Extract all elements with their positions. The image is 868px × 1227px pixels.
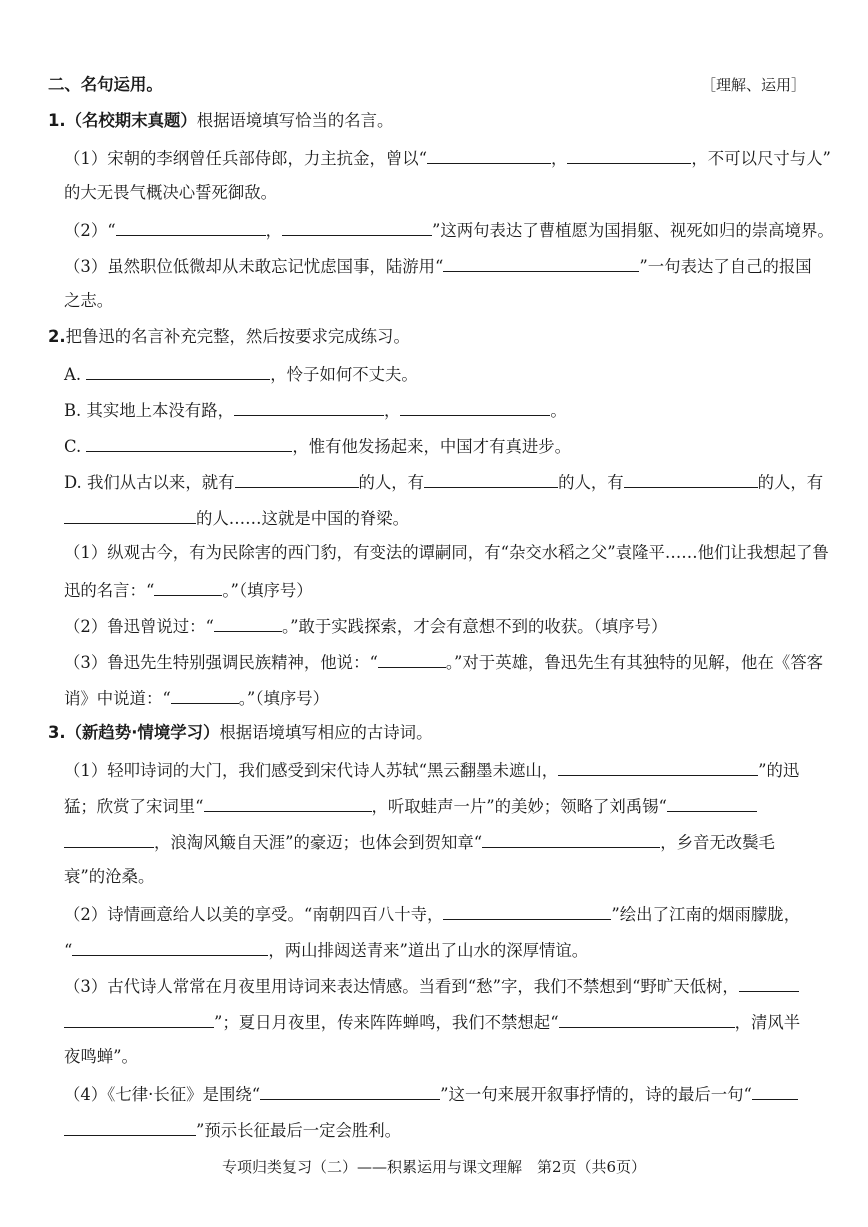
answer-blank[interactable]: [260, 1082, 440, 1100]
text: ”这一句来展开叙事抒情的，诗的最后一句“: [440, 1085, 752, 1104]
answer-blank[interactable]: [171, 686, 239, 704]
q3-item-3-line-3: 夜鸣蝉”。: [64, 1047, 138, 1066]
answer-blank[interactable]: [64, 506, 196, 524]
answer-blank[interactable]: [624, 470, 758, 488]
question-source: （名校期末真题）: [65, 111, 197, 130]
answer-blank[interactable]: [116, 218, 266, 236]
text: ，两山排闼送青来”道出了山水的深厚情谊。: [268, 941, 589, 960]
answer-blank[interactable]: [739, 974, 799, 992]
text: 。: [550, 401, 567, 420]
answer-blank[interactable]: [559, 1010, 735, 1028]
text: ，: [265, 221, 282, 240]
question-2-heading: [48, 326, 410, 348]
q2-option-a: [64, 362, 418, 386]
q3-item-4-cont: [64, 1118, 401, 1142]
text: （3）虽然职位低微却从未敢忘记忧虑国事，陆游用“: [64, 257, 444, 276]
answer-blank[interactable]: [214, 614, 282, 632]
q2-option-b: [64, 398, 567, 422]
answer-blank[interactable]: [752, 1082, 798, 1100]
text: （2）诗情画意给人以美的享受。“南朝四百八十寺，: [64, 905, 444, 924]
text: 猛；欣赏了宋词里“: [64, 797, 204, 816]
q1-item-1-cont: 的大无畏气概决心誓死御敌。: [64, 183, 278, 202]
answer-blank[interactable]: [282, 218, 432, 236]
question-prompt: 根据语境填写恰当的名言。: [196, 111, 394, 130]
q2-option-d: [64, 470, 823, 494]
q3-item-3-line-2: [64, 1010, 800, 1034]
q3-item-1: [64, 758, 799, 782]
question-source: （新趋势·情境学习）: [65, 723, 220, 742]
answer-blank[interactable]: [86, 362, 270, 380]
answer-blank[interactable]: [234, 398, 384, 416]
q2-sub-2: [64, 614, 667, 638]
text: 的人，有: [358, 473, 425, 492]
answer-blank[interactable]: [235, 470, 359, 488]
text: （1）轻叩诗词的大门，我们感受到宋代诗人苏轼“黑云翻墨未遮山，: [64, 761, 559, 780]
option-label: C.: [64, 437, 82, 456]
answer-blank[interactable]: [424, 470, 558, 488]
q2-sub-1-cont: [64, 578, 313, 602]
text: “: [64, 941, 73, 960]
answer-blank[interactable]: [443, 902, 611, 920]
q2-option-d-cont: [64, 506, 409, 530]
text: ”这两句表达了曹植愿为国捐躯、视死如归的崇高境界。: [431, 221, 834, 240]
text: 的人，有: [757, 473, 824, 492]
question-prompt: 把鲁迅的名言补充完整，然后按要求完成练习。: [65, 327, 410, 346]
text: ，: [383, 401, 401, 420]
answer-blank[interactable]: [64, 1118, 196, 1136]
q2-sub-3: [64, 650, 823, 674]
q1-item-3-cont: 之志。: [64, 291, 114, 310]
answer-blank[interactable]: [427, 146, 551, 164]
text: ，浪淘风簸自天涯”的豪迈；也体会到贺知章“: [154, 833, 483, 852]
text: ”预示长征最后一定会胜利。: [196, 1121, 402, 1140]
text: ，不可以尺寸与人”: [691, 149, 831, 168]
answer-blank[interactable]: [482, 830, 660, 848]
text: ，听取蛙声一片”的美妙；领略了刘禹锡“: [371, 797, 667, 816]
text: （2）“: [64, 221, 116, 240]
q3-item-2: [64, 902, 800, 926]
q1-item-3: [64, 254, 812, 278]
answer-blank[interactable]: [204, 794, 372, 812]
answer-blank[interactable]: [400, 398, 550, 416]
question-number: 3.: [48, 723, 66, 742]
question-1-heading: [48, 110, 393, 132]
text: 。”对于英雄，鲁迅先生有其独特的见解，他在《答客: [445, 653, 824, 672]
text: 。”（填序号）: [238, 689, 330, 708]
text: （3）古代诗人常常在月夜里用诗词来表达情感。当看到“愁”字，我们不禁想到“野旷天低树，: [64, 977, 739, 996]
answer-blank[interactable]: [64, 830, 154, 848]
q3-item-2-cont: [64, 938, 588, 962]
text: 迅的名言：“: [64, 581, 155, 600]
q3-item-3: [64, 974, 799, 998]
text: （2）鲁迅曾说过：“: [64, 617, 214, 636]
page-footer: 专项归类复习（二）——积累运用与课文理解 第2页（共6页）: [221, 1158, 647, 1176]
answer-blank[interactable]: [86, 434, 292, 452]
answer-blank[interactable]: [443, 254, 639, 272]
text: ，怜子如何不丈夫。: [270, 365, 418, 384]
answer-blank[interactable]: [378, 650, 446, 668]
text: （1）宋朝的李纲曾任兵部侍郎，力主抗金，曾以“: [64, 149, 428, 168]
text: 的人……这就是中国的脊梁。: [196, 509, 410, 528]
q2-option-c: [64, 434, 571, 458]
q2-sub-1: （1）纵观古今，有为民除害的西门豹，有变法的谭嗣同，有“杂交水稻之父”袁隆平……他们让我想起了鲁: [64, 543, 829, 562]
text: 的人，有: [558, 473, 624, 492]
q1-item-1: [64, 146, 831, 170]
q3-item-1-line-2: [64, 794, 757, 818]
text: ，清风半: [734, 1013, 801, 1032]
text: B. 其实地上本没有路，: [64, 401, 234, 420]
answer-blank[interactable]: [72, 938, 268, 956]
text: ，: [551, 149, 568, 168]
text: ”绘出了江南的烟雨朦胧，: [611, 905, 801, 924]
answer-blank[interactable]: [64, 1010, 214, 1028]
text: ，乡音无改鬓毛: [660, 833, 775, 852]
text: 。”敢于实践探索，才会有意想不到的收获。（填序号）: [281, 617, 668, 636]
q3-item-4: [64, 1082, 798, 1106]
text: 。”（填序号）: [222, 581, 313, 600]
section-tag: ［理解、运用］: [700, 76, 806, 94]
answer-blank[interactable]: [154, 578, 222, 596]
text: （3）鲁迅先生特别强调民族精神，他说：“: [64, 653, 378, 672]
answer-blank[interactable]: [567, 146, 691, 164]
text: ”的迅: [758, 761, 800, 780]
q2-sub-3-cont: [64, 686, 329, 710]
q3-item-1-line-3: [64, 830, 775, 854]
answer-blank[interactable]: [558, 758, 758, 776]
text: 诮》中说道：“: [64, 689, 171, 708]
text: （4）《七律·长征》是围绕“: [64, 1085, 261, 1104]
answer-blank[interactable]: [667, 794, 757, 812]
text: ”；夏日月夜里，传来阵阵蝉鸣，我们不禁想起“: [214, 1013, 559, 1032]
question-number: 2.: [48, 327, 66, 346]
question-3-heading: [48, 722, 432, 744]
text: ”一句表达了自己的报国: [639, 257, 812, 276]
section-title: 二、名句运用。: [48, 75, 163, 94]
q3-item-1-line-4: 衰”的沧桑。: [64, 867, 155, 886]
question-number: 1.: [48, 111, 66, 130]
question-prompt: 根据语境填写相应的古诗词。: [219, 723, 433, 742]
text: D. 我们从古以来，就有: [64, 473, 235, 492]
option-label: A.: [64, 365, 82, 384]
text: ，惟有他发扬起来，中国才有真进步。: [292, 437, 572, 456]
q1-item-2: [64, 218, 834, 242]
